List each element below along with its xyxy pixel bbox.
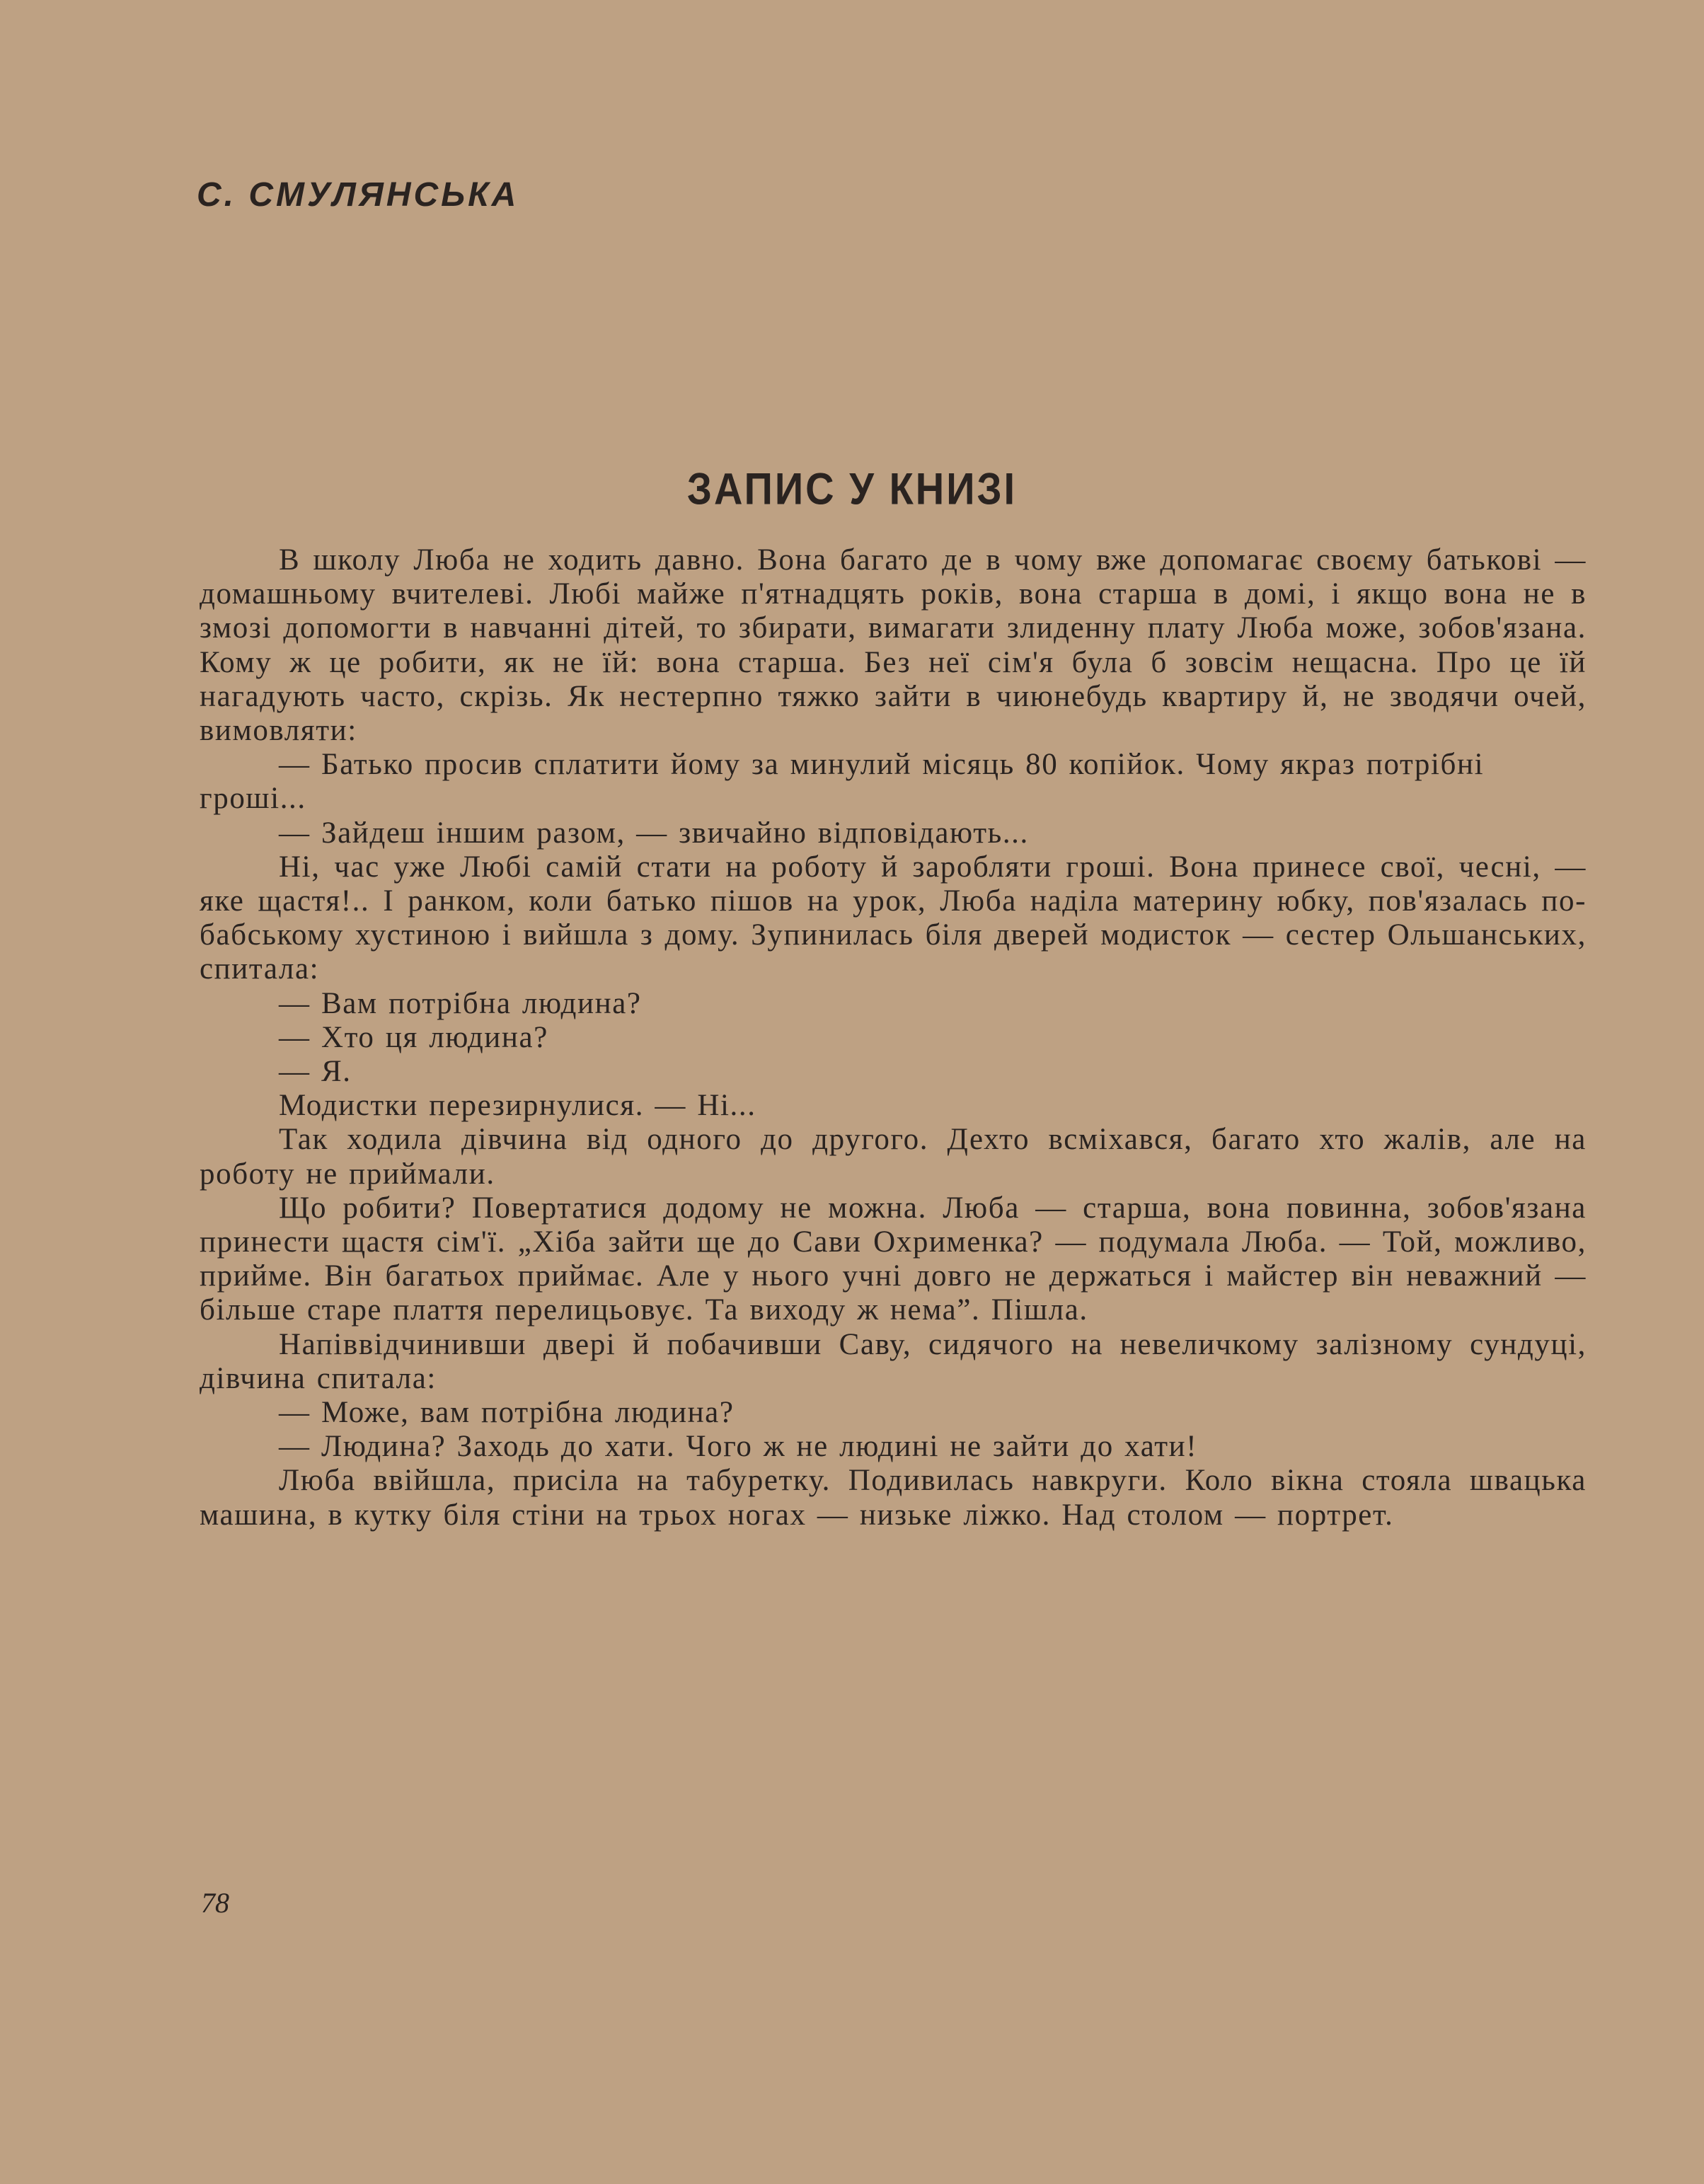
paragraph: Модистки перезирнулися. — Ні... [279,1089,756,1123]
author-name: С. СМУЛЯНСЬКА [197,176,519,214]
story-body [200,543,1587,1532]
paragraph: В школу Люба не ходить давно. Вона багато де в чому вже допомагає своєму батькові — домашньому вчителеві. Любі майже п'ятнадцять років, вона старша в домі, і якщо вона не в змозі допомогти в навчанні дітей, то збирати, вимагати злиденну плату Люба може, зобов'язана. Кому ж це робити, як не їй: вона старша. Без неї сім'я була б зовсім нещасна. Про це їй нагадують часто, скрізь. Як нестерпно тяжко зайти в чиюнебудь квартиру й, не зводячи очей, вимовляти: [200,543,1587,748]
dialogue-line: — Зайдеш іншим разом, — звичайно відповідають... [279,816,1029,850]
story-title: ЗАПИС У КНИЗІ [686,463,1018,514]
dialogue-line: — Я. [279,1055,352,1089]
paragraph: Що робити? Повертатися додому не можна. Люба — старша, вона повинна, зобов'язана принести щастя сім'ї. „Хіба зайти ще до Сави Охрименка? — подумала Люба. — Той, можливо, прийме. Він багатьох приймає. Але у нього учні довго не держаться і майстер він неважний — більше старе плаття перелицьовує. Та виходу ж нема”. Пішла. [200,1191,1587,1327]
page-number: 78 [201,1887,229,1919]
paragraph: Люба ввійшла, присіла на табуретку. Подивилась навкруги. Коло вікна стояла швацька машина, в кутку біля стіни на трьох ногах — низьке ліжко. Над столом — портрет. [200,1464,1587,1532]
paragraph: Напіввідчинивши двері й побачивши Саву, сидячого на невеличкому залізному сундуці, дівчина спитала: [200,1327,1587,1395]
dialogue-line: — Хто ця людина? [279,1020,548,1054]
paragraph: Ні, час уже Любі самій стати на роботу й заробляти гроші. Вона принесе свої, чесні, — яке щастя!.. І ранком, коли батько пішов на урок, Люба наділа материну юбку, пов'язалась по-бабському хустиною і вийшла з дому. Зупинилась біля дверей модисток — сестер Ольшанських, спитала: [200,850,1587,986]
dialogue-line: — Людина? Заходь до хати. Чого ж не людині не зайти до хати! [279,1430,1198,1464]
paragraph: Так ходила дівчина від одного до другого. Дехто всміхався, багато хто жалів, але на роботу не приймали. [200,1123,1587,1191]
dialogue-line: — Може, вам потрібна людина? [279,1396,735,1430]
dialogue-line: — Батько просив сплатити йому за минулий місяць 80 копійок. Чому якраз потрібні гроші... [200,748,1485,816]
dialogue-line: — Вам потрібна людина? [279,986,642,1020]
